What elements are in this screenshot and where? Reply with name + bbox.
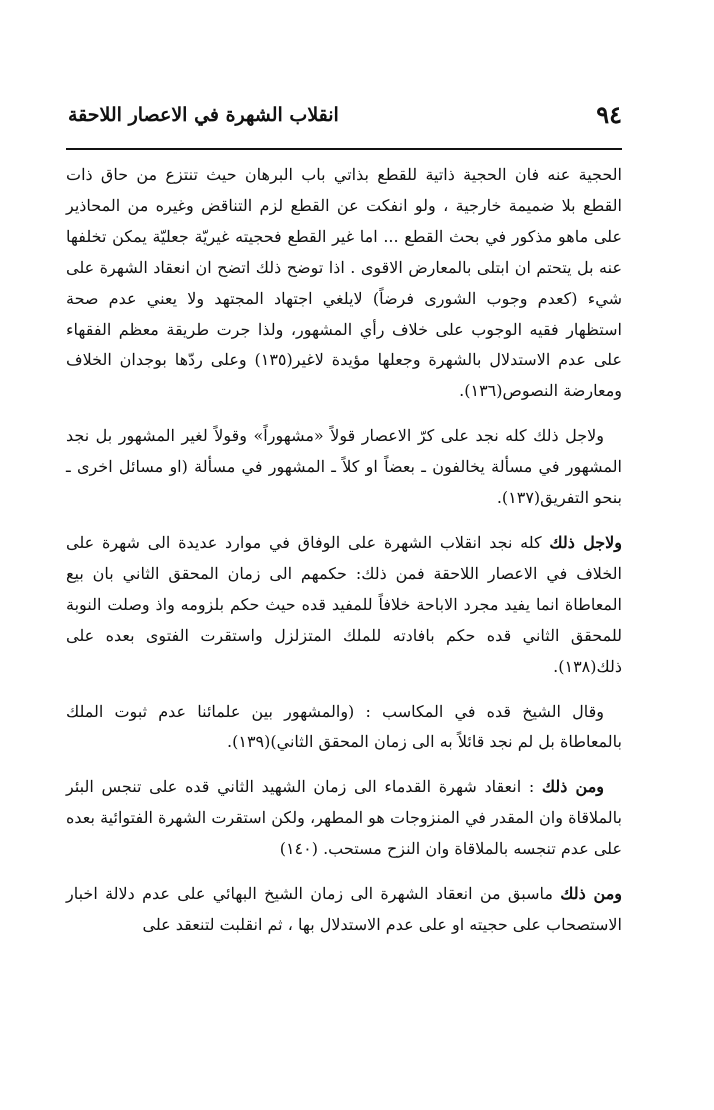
paragraph-text: الحجية عنه فان الحجية ذاتية للقطع بذاتي باب البرهان حيث تنتزع من حاق ذات القطع بلا ضميمة خارجية ، ولو انفكت عن القطع لزم التناقض وغيره من المحاذير على ماهو مذكور في بحث القطع ... اما غير القطع فحجيته غيريّة جعليّة يمكن تخلفها عنه بل يتحتم ان ابتلى بالمعارض الاقوى . اذا توضح ذلك اتضح ان انعقاد الشهرة على شيء (كعدم وجوب الشورى فرضاً) لايلغي اجتهاد المجتهد ولا يعني عدم صحة استظهار فقيه الوجوب على خلاف رأي المشهور، ولذا جرت طريقة معظم الفقهاء على عدم الاستدلال بالشهرة وجعلها مؤيدة لاغير(١٣٥) وعلى ردّها بوجدان الخلاف ومعارضة النصوص(١٣٦). [66,165,623,401]
paragraph-5 [66,772,622,865]
paragraph-lead: ومن ذلك [560,884,622,904]
paragraph-3 [66,528,622,683]
paragraph-text: ولاجل ذلك كله نجد على كرّ الاعصار قولاً «مشهوراً» وقولاً لغير المشهور بل نجد المشهور في مسألة يخالفون ـ بعضاً او كلاً ـ المشهور في مسألة (او مسائل اخرى ـ بنحو التفريق(١٣٧). [66,426,622,508]
header-rule [66,148,622,150]
paragraph-2 [66,421,622,514]
page-number: ٩٤ [596,100,622,129]
paragraph-lead: ولاجل ذلك [549,532,622,552]
paragraph-4 [66,697,622,759]
paragraph-6 [66,879,622,941]
paragraph-lead: ومن ذلك [541,777,605,797]
paragraph-text: : انعقاد شهرة القدماء الى زمان الشهيد الثاني قده على تنجس البئر بالملاقاة وان المقدر في المنزوجات هو المطهر، ولكن استقرت الشهرة الفتوائية بعده على عدم تنجسه بالملاقاة وان النزح مستحب. (١٤٠) [66,777,622,859]
body-text [66,160,622,955]
paragraph-text: كله نجد انقلاب الشهرة على الوفاق في موارد عديدة الى شهرة على الخلاف في الاعصار اللاحقة فمن ذلك: حكمهم الى زمان المحقق الثاني بان بيع المعاطاة انما يفيد مجرد الاباحة خلافاً للمفيد قده حيث حكم بلزومه واذ وصلت النوبة للمحقق الثاني قده حكم بافادته للملك المتزلزل واستقرت الفتوى بعده على ذلك(١٣٨). [66,532,623,676]
paragraph-text: ماسبق من انعقاد الشهرة الى زمان الشيخ البهائي على عدم دلالة اخبار الاستصحاب على حجيته او على عدم الاستدلال بها ، ثم انقلبت لتنعقد على [66,884,622,934]
page-header [66,96,622,136]
paragraph-1 [66,160,622,407]
paragraph-text: وقال الشيخ قده في المكاسب : (والمشهور بين علمائنا عدم ثبوت الملك بالمعاطاة بل لم نجد قائلاً به الى زمان المحقق الثاني)(١٣٩). [66,701,622,752]
running-title: انقلاب الشهرة في الاعصار اللاحقة [68,104,339,126]
